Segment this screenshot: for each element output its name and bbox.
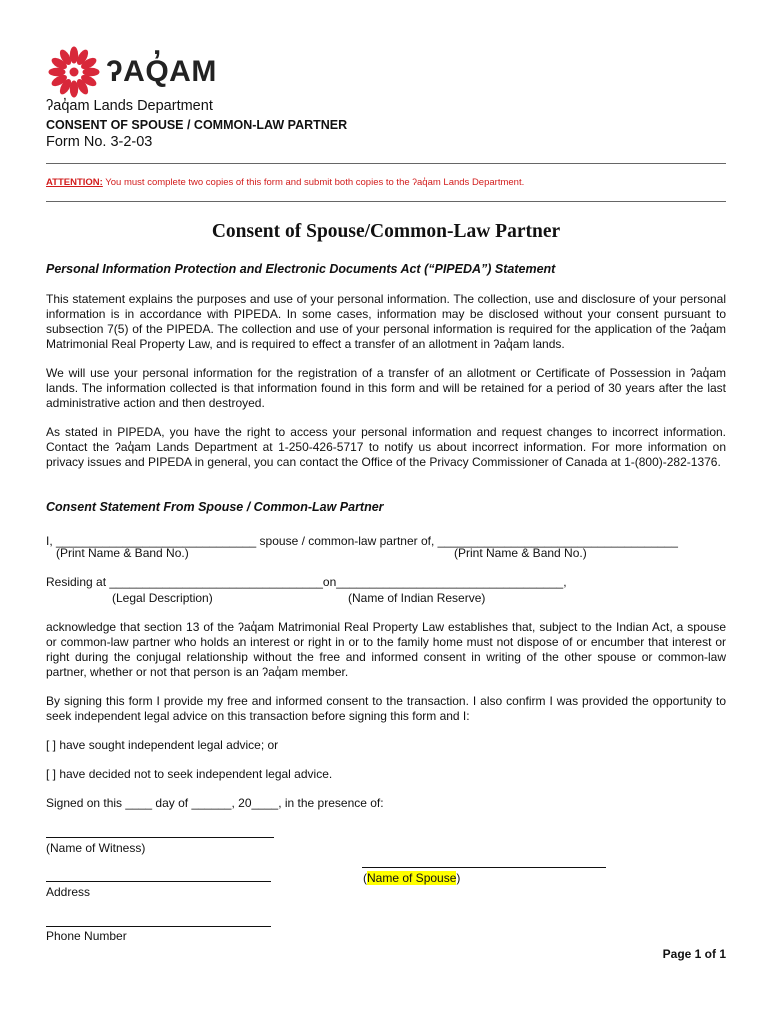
flower-logo-icon	[46, 44, 102, 100]
page-number: Page 1 of 1	[662, 947, 726, 961]
indian-reserve-label: (Name of Indian Reserve)	[348, 591, 486, 605]
witness-signature-line[interactable]	[46, 837, 274, 838]
acknowledgement-paragraph: acknowledge that section 13 of the ʔaq̓am Matrimonial Real Property Law establishes that, subject to the Indian Act, a spouse or common-law partner who holds an interest or right in or to the family home must not dispose of or encumber that interest or right during the conjugal relationship without the free and informed consent in writing of the other spouse or common-law partner, whether or not that person is an ʔaq̓am member.	[46, 620, 726, 679]
signed-on-line[interactable]: Signed on this ____ day of ______, 20____, in the presence of:	[46, 796, 384, 810]
department-name: ʔaq̓am Lands Department	[46, 98, 213, 114]
pipeda-paragraph-3: As stated in PIPEDA, you have the right to access your personal information and request changes to incorrect information. Contact the ʔaq̓am Lands Department at 1-250-426-5717 to notify us about incorrect information. For more information on privacy issues and PIPEDA in general, you can contact the Office of the Privacy Commissioner of Canada at 1-(800)-282-1376.	[46, 425, 726, 469]
address-line[interactable]	[46, 881, 271, 882]
legal-description-label: (Legal Description)	[112, 591, 213, 605]
witness-label: (Name of Witness)	[46, 841, 146, 855]
print-name-label-right: (Print Name & Band No.)	[454, 546, 587, 560]
option-sought-advice[interactable]: [ ] have sought independent legal advice; or	[46, 738, 279, 752]
signing-paragraph: By signing this form I provide my free and informed consent to the transaction. I also confirm I was provided the opportunity to seek independent legal advice on this transaction before signing this form and I:	[46, 694, 726, 723]
divider-bottom	[46, 201, 726, 202]
document-title: Consent of Spouse/Common-Law Partner	[211, 221, 561, 242]
aqam-logo	[46, 44, 217, 100]
name-partner-line[interactable]: I, ______________________________ spouse / common-law partner of, ____________________________________	[46, 534, 678, 548]
option-no-advice[interactable]: [ ] have decided not to seek independent legal advice.	[46, 767, 333, 781]
spouse-signature-line[interactable]	[362, 867, 606, 868]
address-label: Address	[46, 885, 91, 899]
print-name-label-left: (Print Name & Band No.)	[56, 546, 189, 560]
divider-top	[46, 163, 726, 164]
residing-line[interactable]: Residing at ________________________________on__________________________________,	[46, 575, 567, 589]
phone-line[interactable]	[46, 926, 271, 927]
attention-text: You must complete two copies of this form and submit both copies to the ʔaq̓am Lands Department.	[102, 177, 525, 188]
pipeda-paragraph-1: This statement explains the purposes and use of your personal information. The collection, use and disclosure of your personal information is in accordance with PIPEDA. In some cases, information may be disclosed without your consent pursuant to subsection 7(5) of the PIPEDA. The collection and use of your personal information is required for the application of the ʔaq̓am Matrimonial Real Property Law, and is required to effect a transfer of an allotment in ʔaq̓am lands.	[46, 292, 726, 351]
spouse-label-highlight: Name of Spouse	[367, 871, 457, 885]
form-title-caps: CONSENT OF SPOUSE / COMMON-LAW PARTNER	[46, 118, 348, 132]
spouse-label: (Name of Spouse)	[363, 871, 461, 885]
pipeda-heading: Personal Information Protection and Electronic Documents Act (“PIPEDA”) Statement	[46, 262, 556, 276]
consent-heading: Consent Statement From Spouse / Common-Law Partner	[46, 500, 384, 514]
attention-label: ATTENTION:	[46, 177, 103, 188]
attention-notice	[46, 177, 524, 188]
logo-text: ʔAQ̓AM	[106, 55, 217, 88]
phone-label: Phone Number	[46, 929, 127, 943]
pipeda-paragraph-2: We will use your personal information for the registration of a transfer of an allotment or Certificate of Possession in ʔaq̓am lands. The information collected is that information found in this form and will be retained for a period of 30 years after the last administrative action and then destroyed.	[46, 366, 726, 410]
form-number: Form No. 3-2-03	[46, 134, 153, 150]
